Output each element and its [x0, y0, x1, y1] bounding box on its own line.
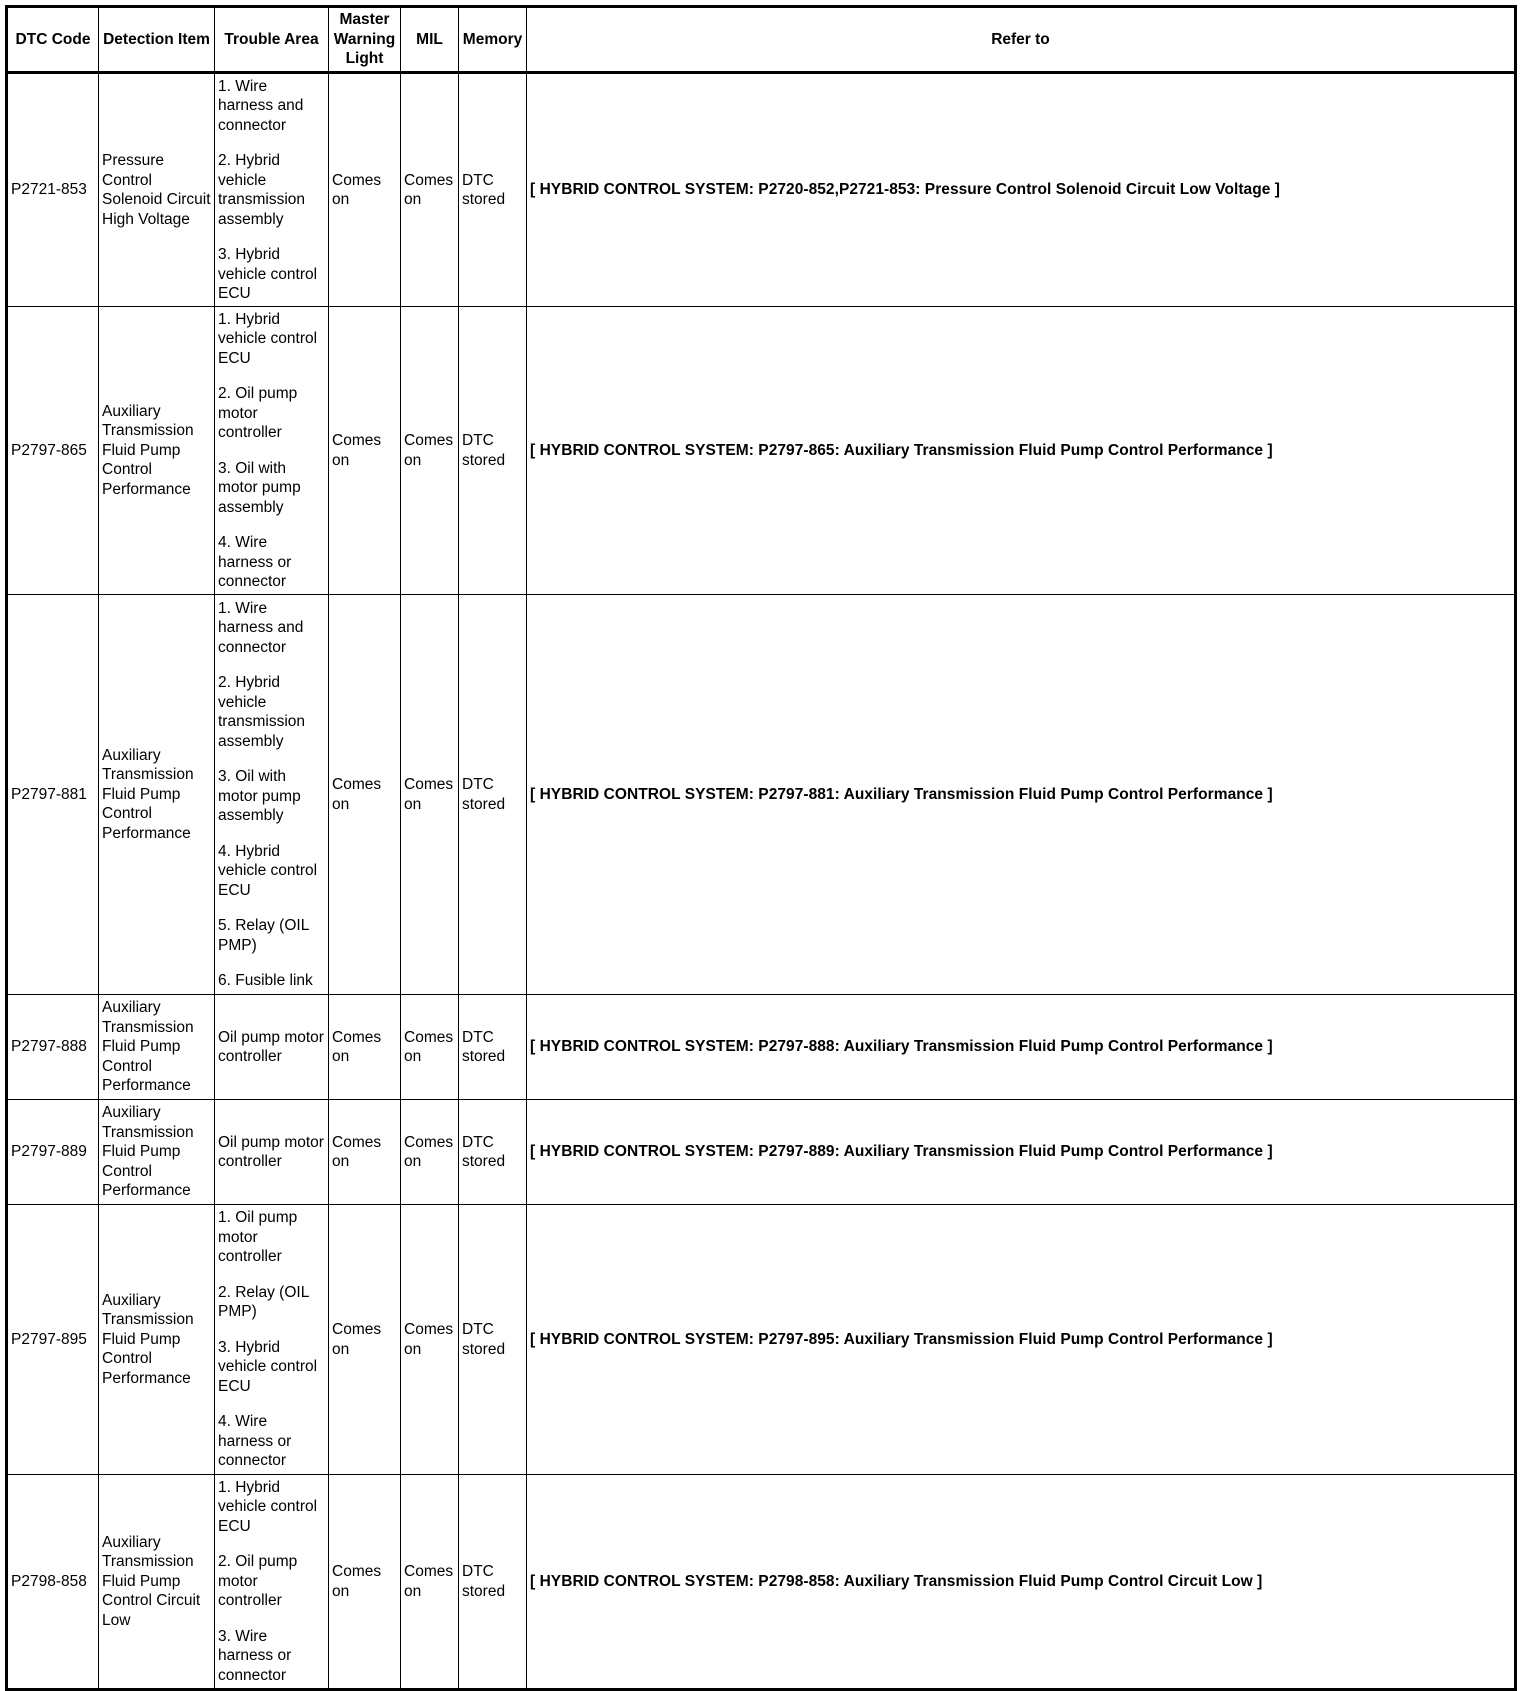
- mil-cell: Comes on: [401, 1475, 459, 1690]
- table-row: [7, 1100, 1516, 1205]
- header-detection-item: Detection Item: [99, 7, 215, 73]
- master-warning-light-cell: Comes on: [329, 1100, 401, 1205]
- trouble-area-item: 2. Oil pump motor controller: [218, 385, 298, 441]
- header-row: [7, 7, 1516, 73]
- mil-cell: Comes on: [401, 1205, 459, 1475]
- master-warning-light-cell: Comes on: [329, 995, 401, 1100]
- memory-cell: DTC stored: [459, 1475, 527, 1690]
- memory-cell: DTC stored: [459, 307, 527, 595]
- trouble-area-item: 2. Hybrid vehicle transmission assembly: [218, 674, 305, 750]
- detection-item-cell: Auxiliary Transmission Fluid Pump Control Performance: [99, 1205, 215, 1475]
- master-warning-light-cell: Comes on: [329, 73, 401, 307]
- trouble-area-item: 1. Oil pump motor controller: [218, 1209, 298, 1266]
- trouble-area-item: 1. Wire harness and connector: [218, 599, 304, 656]
- detection-item-cell: Auxiliary Transmission Fluid Pump Control Performance: [99, 595, 215, 995]
- trouble-area-item: 3. Hybrid vehicle control ECU: [218, 1338, 318, 1395]
- master-warning-light-cell: Comes on: [329, 1205, 401, 1475]
- trouble-area-item: 4. Wire harness or connector: [218, 534, 292, 590]
- table-row: [7, 1475, 1516, 1690]
- table-row: [7, 307, 1516, 595]
- header-trouble-area: Trouble Area: [215, 7, 329, 73]
- memory-cell: DTC stored: [459, 73, 527, 307]
- dtc-table: [5, 5, 1517, 1691]
- header-refer-to: Refer to: [527, 7, 1516, 73]
- header-master-warning-light: Master Warning Light: [329, 7, 401, 73]
- memory-cell: DTC stored: [459, 995, 527, 1100]
- mil-cell: Comes on: [401, 595, 459, 995]
- header-mil: MIL: [401, 7, 459, 73]
- refer-to-link: [ HYBRID CONTROL SYSTEM: P2797-888: Auxiliary Transmission Fluid Pump Control Performance ]: [527, 995, 1516, 1100]
- trouble-area-item: Oil pump motor controller: [218, 1028, 324, 1065]
- dtc-code-cell: P2797-865: [7, 307, 99, 595]
- dtc-code-cell: P2797-888: [7, 995, 99, 1100]
- table-row: [7, 595, 1516, 995]
- trouble-area-item: 3. Oil with motor pump assembly: [218, 768, 301, 824]
- master-warning-light-cell: Comes on: [329, 307, 401, 595]
- trouble-area-cell: [215, 1205, 329, 1475]
- refer-to-link: [ HYBRID CONTROL SYSTEM: P2720-852,P2721-853: Pressure Control Solenoid Circuit Low Voltage ]: [527, 73, 1516, 307]
- trouble-area-item: 2. Oil pump motor controller: [218, 1553, 298, 1610]
- trouble-area-item: Oil pump motor controller: [218, 1133, 324, 1170]
- trouble-area-item: 2. Relay (OIL PMP): [218, 1283, 309, 1321]
- trouble-area-item: 3. Wire harness or connector: [218, 1627, 292, 1684]
- header-memory: Memory: [459, 7, 527, 73]
- dtc-code-cell: P2798-858: [7, 1475, 99, 1690]
- trouble-area-cell: [215, 1100, 329, 1205]
- refer-to-link: [ HYBRID CONTROL SYSTEM: P2797-881: Auxiliary Transmission Fluid Pump Control Performance ]: [527, 595, 1516, 995]
- trouble-area-item: 4. Wire harness or connector: [218, 1413, 292, 1470]
- mil-cell: Comes on: [401, 995, 459, 1100]
- dtc-code-cell: P2797-895: [7, 1205, 99, 1475]
- dtc-code-cell: P2797-881: [7, 595, 99, 995]
- mil-cell: Comes on: [401, 1100, 459, 1205]
- table-header: [7, 7, 1516, 73]
- refer-to-link: [ HYBRID CONTROL SYSTEM: P2797-865: Auxiliary Transmission Fluid Pump Control Performance ]: [527, 307, 1516, 595]
- refer-to-link: [ HYBRID CONTROL SYSTEM: P2798-858: Auxiliary Transmission Fluid Pump Control Circuit Low ]: [527, 1475, 1516, 1690]
- detection-item-cell: Pressure Control Solenoid Circuit High Voltage: [99, 73, 215, 307]
- dtc-table-container: [5, 5, 1514, 1691]
- detection-item-cell: Auxiliary Transmission Fluid Pump Control Circuit Low: [99, 1475, 215, 1690]
- mil-cell: Comes on: [401, 307, 459, 595]
- trouble-area-item: 1. Wire harness and connector: [218, 77, 304, 134]
- trouble-area-cell: [215, 595, 329, 995]
- mil-cell: Comes on: [401, 73, 459, 307]
- trouble-area-item: 6. Fusible link: [218, 972, 313, 989]
- trouble-area-cell: [215, 1475, 329, 1690]
- detection-item-cell: Auxiliary Transmission Fluid Pump Control Performance: [99, 1100, 215, 1205]
- detection-item-cell: Auxiliary Transmission Fluid Pump Control Performance: [99, 995, 215, 1100]
- memory-cell: DTC stored: [459, 1100, 527, 1205]
- table-row: [7, 995, 1516, 1100]
- memory-cell: DTC stored: [459, 1205, 527, 1475]
- master-warning-light-cell: Comes on: [329, 595, 401, 995]
- memory-cell: DTC stored: [459, 595, 527, 995]
- table-row: [7, 1205, 1516, 1475]
- table-row: [7, 73, 1516, 307]
- header-dtc-code: DTC Code: [7, 7, 99, 73]
- dtc-code-cell: P2797-889: [7, 1100, 99, 1205]
- trouble-area-item: 1. Hybrid vehicle control ECU: [218, 1478, 318, 1535]
- trouble-area-item: 3. Hybrid vehicle control ECU: [218, 246, 318, 302]
- detection-item-cell: Auxiliary Transmission Fluid Pump Control Performance: [99, 307, 215, 595]
- dtc-code-cell: P2721-853: [7, 73, 99, 307]
- trouble-area-item: 5. Relay (OIL PMP): [218, 917, 309, 954]
- master-warning-light-cell: Comes on: [329, 1475, 401, 1690]
- trouble-area-item: 4. Hybrid vehicle control ECU: [218, 842, 318, 899]
- refer-to-link: [ HYBRID CONTROL SYSTEM: P2797-895: Auxiliary Transmission Fluid Pump Control Performance ]: [527, 1205, 1516, 1475]
- trouble-area-item: 1. Hybrid vehicle control ECU: [218, 310, 318, 367]
- table-body: [7, 73, 1516, 1690]
- trouble-area-item: 2. Hybrid vehicle transmission assembly: [218, 152, 305, 228]
- trouble-area-cell: [215, 995, 329, 1100]
- trouble-area-cell: [215, 307, 329, 595]
- trouble-area-cell: [215, 73, 329, 307]
- refer-to-link: [ HYBRID CONTROL SYSTEM: P2797-889: Auxiliary Transmission Fluid Pump Control Performance ]: [527, 1100, 1516, 1205]
- trouble-area-item: 3. Oil with motor pump assembly: [218, 459, 301, 516]
